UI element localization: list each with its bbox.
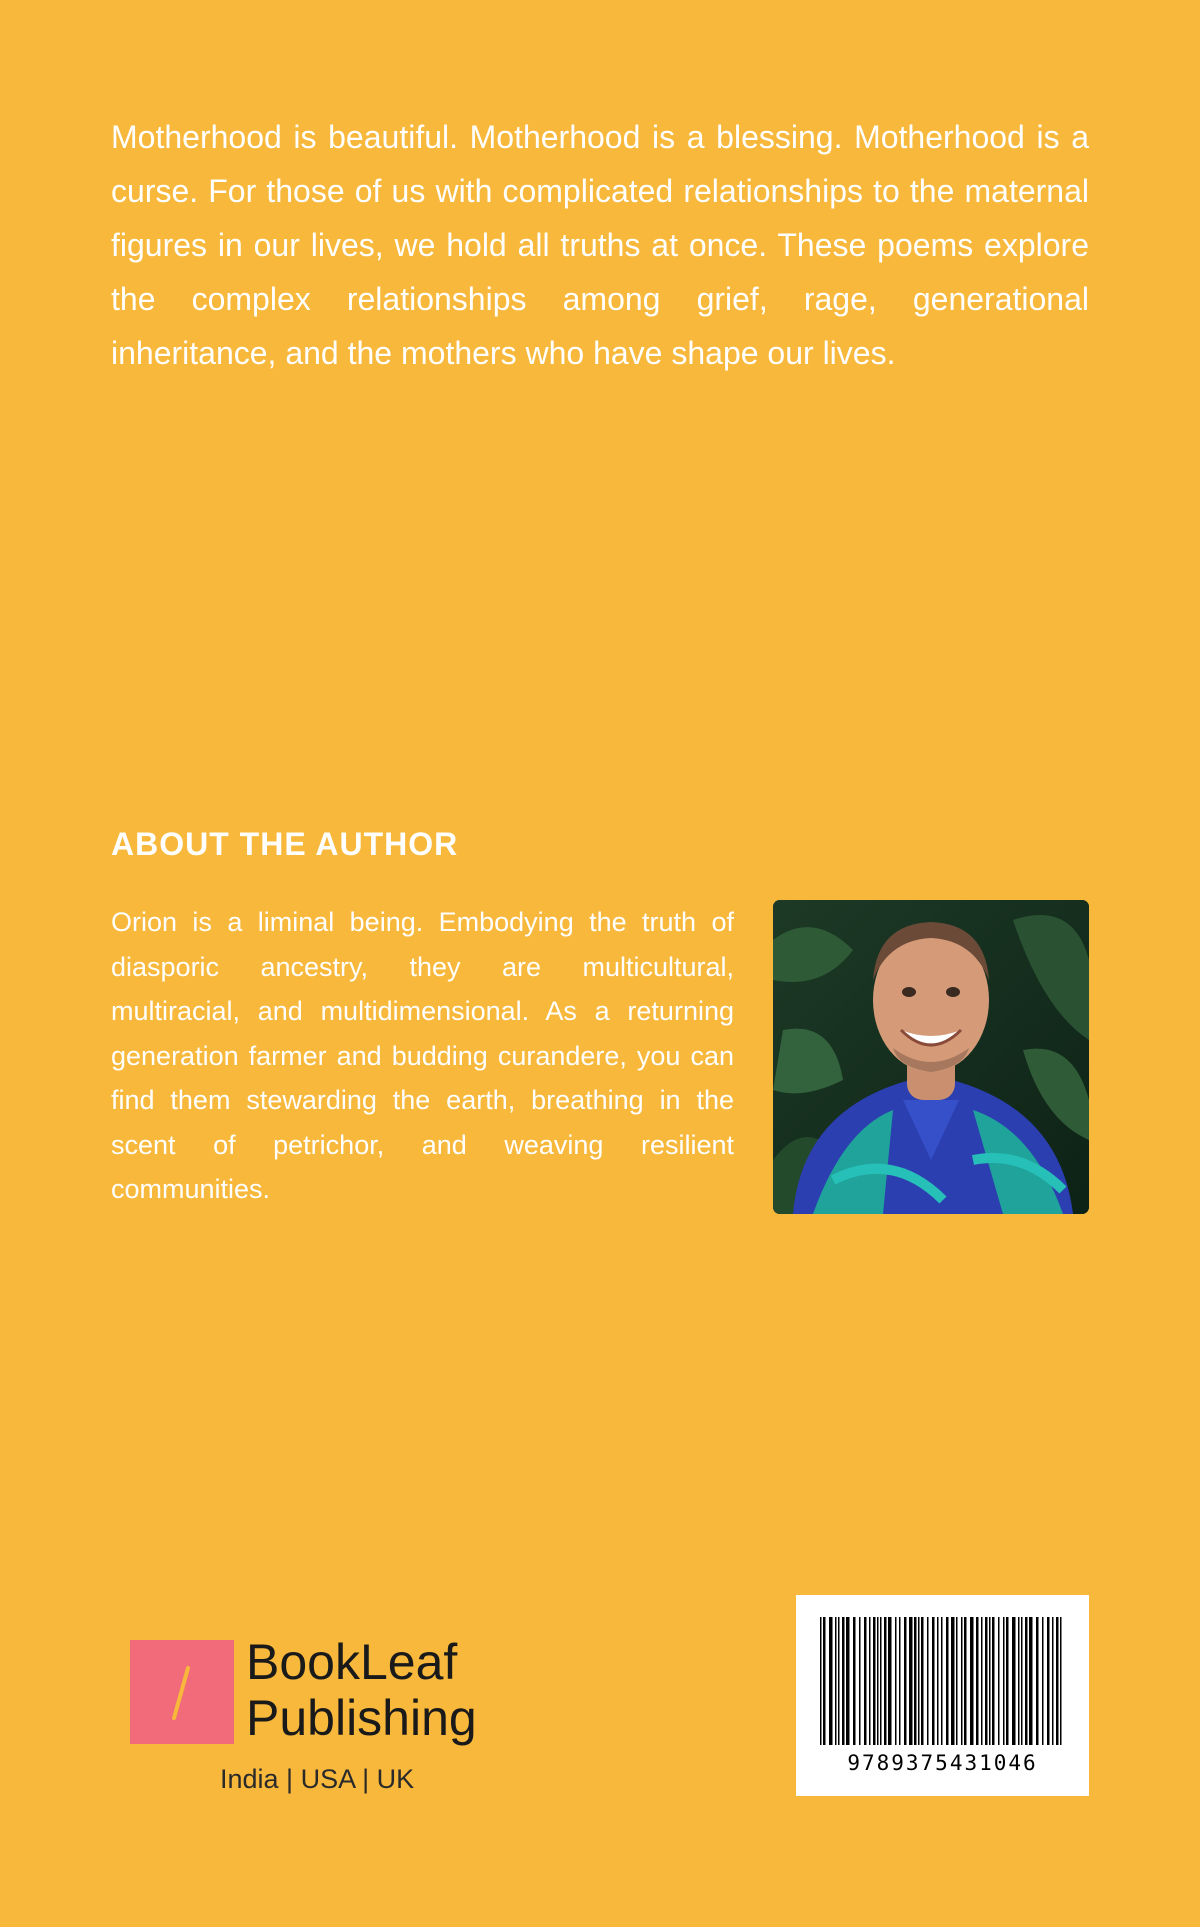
barcode-bar: [918, 1617, 920, 1745]
barcode-bar: [1047, 1617, 1050, 1745]
barcode-bar: [985, 1617, 988, 1745]
barcode-bar: [1060, 1617, 1062, 1745]
barcode-bar: [1029, 1617, 1033, 1745]
author-photo: [773, 900, 1089, 1214]
barcode-bar: [981, 1617, 983, 1745]
barcode-bar: [951, 1617, 955, 1745]
barcode-bar: [976, 1617, 979, 1745]
barcode-bar: [1006, 1617, 1009, 1745]
barcode-bar: [853, 1617, 856, 1745]
barcode-bar: [820, 1617, 822, 1745]
barcode-bar: [877, 1617, 879, 1745]
barcode-bar: [964, 1617, 967, 1745]
barcode-bar: [873, 1617, 876, 1745]
barcode-bar: [1056, 1617, 1059, 1745]
leaf-icon: [130, 1640, 234, 1744]
barcode-bar: [880, 1617, 882, 1745]
barcode-bar: [904, 1617, 907, 1745]
barcode-bar: [838, 1617, 840, 1745]
barcode-bar: [1042, 1617, 1044, 1745]
barcode-bar: [859, 1617, 861, 1745]
barcode-icon: [820, 1617, 1065, 1745]
isbn-number: 9789375431046: [847, 1751, 1038, 1775]
barcode-bar: [989, 1617, 991, 1745]
barcode-bar: [1003, 1617, 1005, 1745]
barcode-bar: [823, 1617, 826, 1745]
barcode-bar: [899, 1617, 901, 1745]
barcode-bar: [921, 1617, 924, 1745]
publisher-name-line2: Publishing: [246, 1690, 477, 1746]
barcode-bar: [927, 1617, 929, 1745]
back-cover-blurb: Motherhood is beautiful. Motherhood is a blessing. Motherhood is a curse. For those of us with complicated relationships to the maternal figures in our lives, we hold all truths at once. These poems explore the complex relationships among grief, rage, generational inheritance, and the mothers who have shape our lives.: [111, 119, 1089, 371]
publisher-logo: [130, 1634, 510, 1800]
publisher-regions: India | USA | UK: [220, 1764, 415, 1794]
barcode-bar: [864, 1617, 867, 1745]
barcode-bar: [998, 1617, 1000, 1745]
barcode-bar: [1018, 1617, 1020, 1745]
barcode-bar: [914, 1617, 917, 1745]
barcode-bar: [946, 1617, 949, 1745]
barcode-bar: [1025, 1617, 1028, 1745]
barcode-bar: [835, 1617, 837, 1745]
barcode-bar: [956, 1617, 958, 1745]
barcode-bar: [932, 1617, 935, 1745]
barcode-bar: [941, 1617, 943, 1745]
barcode-bar: [1052, 1617, 1054, 1745]
author-portrait-image: [773, 900, 1089, 1214]
barcode-bar: [869, 1617, 871, 1745]
barcode-bar: [888, 1617, 892, 1745]
barcode-bar: [1012, 1617, 1016, 1745]
barcode-bar: [846, 1617, 850, 1745]
barcode-bar: [1036, 1617, 1039, 1745]
publisher-name: [246, 1634, 477, 1746]
barcode-bar: [961, 1617, 963, 1745]
barcode-bar: [895, 1617, 897, 1745]
barcode-bar: [829, 1617, 833, 1745]
barcode-bar: [937, 1617, 939, 1745]
publisher-name-line1: BookLeaf: [246, 1634, 458, 1690]
about-author-heading: ABOUT THE AUTHOR: [111, 826, 459, 862]
author-bio: Orion is a liminal being. Embodying the truth of diasporic ancestry, they are multicultural, multiracial, and multidimensional. As a returning generation farmer and budding curandere, you can find them stewarding the earth, breathing in the scent of petrichor, and weaving resilient communities.: [111, 907, 734, 1204]
barcode-bar: [1021, 1617, 1023, 1745]
barcode-bar: [884, 1617, 887, 1745]
barcode-bar: [992, 1617, 995, 1745]
isbn-barcode: [796, 1595, 1089, 1796]
barcode-bar: [909, 1617, 913, 1745]
barcode-bar: [970, 1617, 974, 1745]
barcode-bar: [842, 1617, 845, 1745]
